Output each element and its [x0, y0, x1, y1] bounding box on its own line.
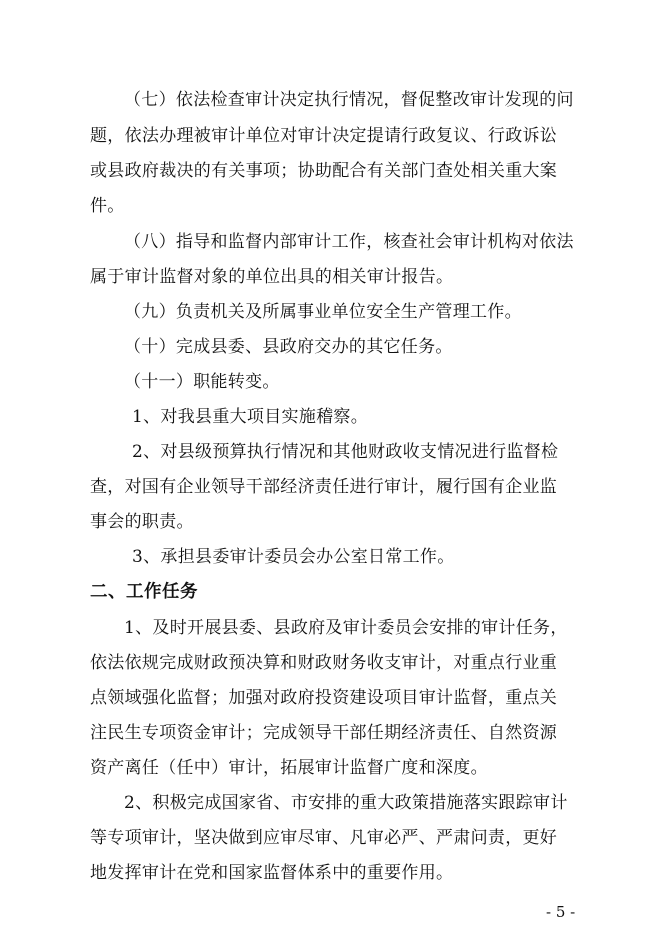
section-heading-work-tasks: 二、工作任务	[90, 582, 198, 602]
paragraph-7-line-1: （七）依法检查审计决定执行情况，督促整改审计发现的问	[124, 90, 574, 110]
task-1-line-1: 1、及时开展县委、县政府及审计委员会安排的审计任务，	[124, 618, 568, 638]
item-2-line-2: 查，对国有企业领导干部经济责任进行审计，履行国有企业监	[90, 477, 558, 497]
paragraph-8-line-2: 属于审计监督对象的单位出具的相关审计报告。	[90, 267, 454, 287]
task-1-line-2: 依法依规完成财政预决算和财政财务收支审计，对重点行业重	[90, 653, 558, 673]
task-2-line-1: 2、积极完成国家省、市安排的重大政策措施落实跟踪审计	[124, 793, 568, 813]
paragraph-11: （十一）职能转变。	[124, 372, 280, 392]
paragraph-7-line-3: 或县政府裁决的有关事项；协助配合有关部门查处相关重大案	[90, 161, 558, 181]
item-3: 3、承担县委审计委员会办公室日常工作。	[132, 547, 455, 567]
paragraph-9: （九）负责机关及所属事业单位安全生产管理工作。	[124, 302, 522, 322]
item-1: 1、对我县重大项目实施稽察。	[132, 407, 369, 427]
task-2-line-3: 地发挥审计在党和国家监督体系中的重要作用。	[90, 863, 454, 883]
paragraph-7-line-4: 件。	[90, 196, 125, 216]
task-1-line-3: 点领域强化监督；加强对政府投资建设项目审计监督，重点关	[90, 688, 558, 708]
paragraph-10: （十）完成县委、县政府交办的其它任务。	[124, 337, 453, 357]
paragraph-7-line-2: 题，依法办理被审计单位对审计决定提请行政复议、行政诉讼	[90, 126, 558, 146]
page-number: - 5 -	[546, 903, 576, 921]
task-1-line-4: 注民生专项资金审计；完成领导干部任期经济责任、自然资源	[90, 723, 558, 743]
item-2-line-3: 事会的职责。	[90, 512, 194, 532]
task-1-line-5: 资产离任（任中）审计，拓展审计监督广度和深度。	[90, 758, 488, 778]
task-2-line-2: 等专项审计，坚决做到应审尽审、凡审必严、严肃问责，更好	[90, 828, 558, 848]
paragraph-8-line-1: （八）指导和监督内部审计工作，核查社会审计机构对依法	[124, 232, 574, 252]
item-2-line-1: 2、对县级预算执行情况和其他财政收支情况进行监督检	[132, 442, 559, 462]
